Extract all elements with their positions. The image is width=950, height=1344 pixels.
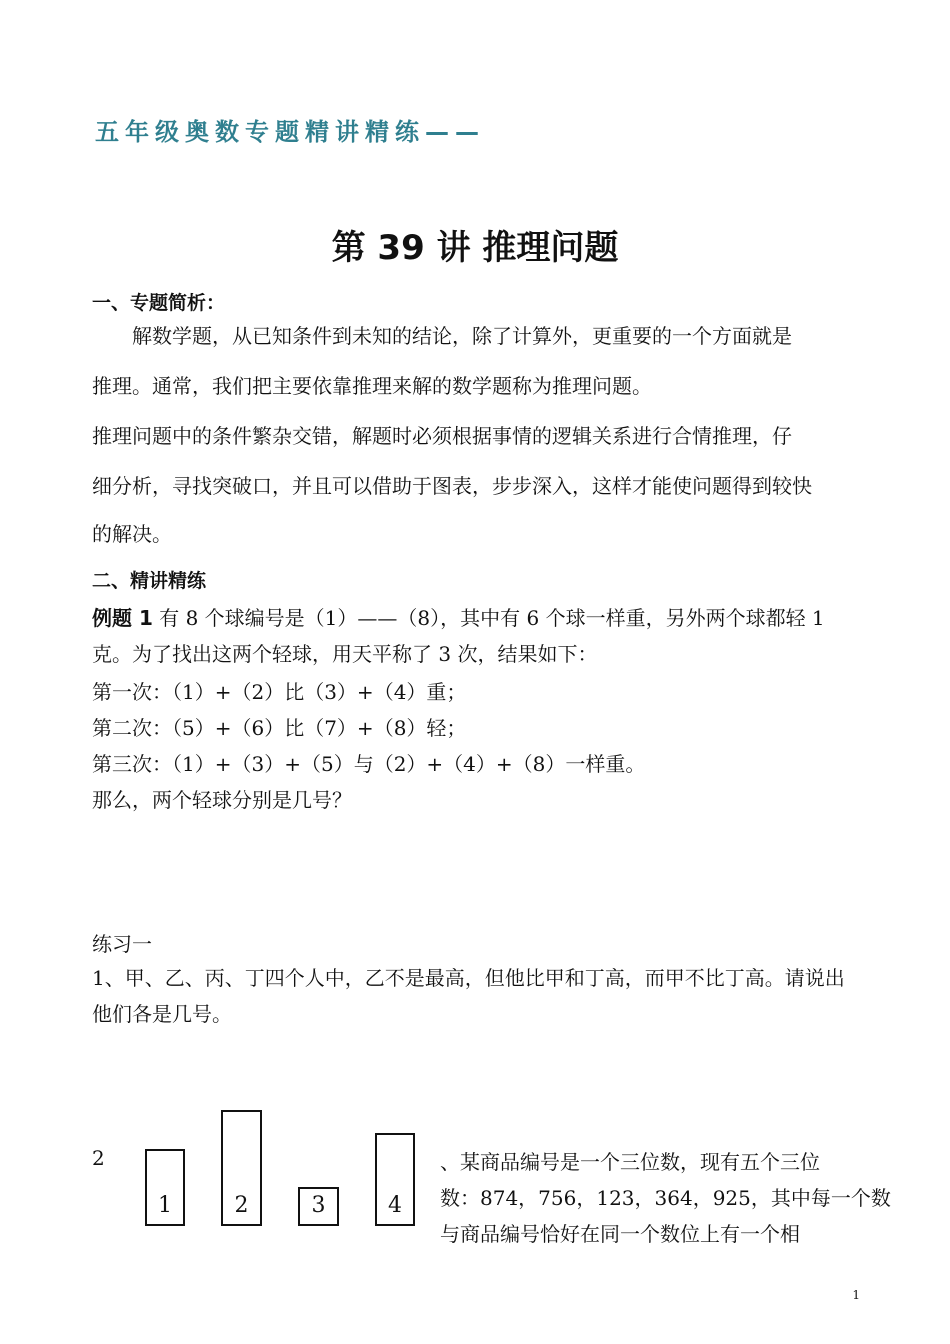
overview-line-4: 细分析，寻找突破口，并且可以借助于图表，步步深入，这样才能使问题得到较快 — [92, 474, 812, 498]
practice-q1-line-1: 1、甲、乙、丙、丁四个人中，乙不是最高，但他比甲和丁高，而甲不比丁高。请说出 — [92, 966, 845, 990]
practice-q2-line-2: 数：874，756，123，364，925，其中每一个数 — [440, 1186, 891, 1210]
height-box-2 — [221, 1110, 262, 1226]
practice-heading: 练习一 — [92, 932, 152, 956]
height-box-1 — [145, 1149, 185, 1226]
weighing-3: 第三次：（1）+（3）+（5）与（2）+（4）+（8）一样重。 — [92, 752, 646, 776]
section-heading-practice: 二、精讲精练 — [92, 570, 207, 592]
overview-line-3: 推理问题中的条件繁杂交错，解题时必须根据事情的逻辑关系进行合情推理，仔 — [92, 424, 792, 448]
example-question: 那么，两个轻球分别是几号？ — [92, 788, 352, 812]
page-number: 1 — [852, 1288, 860, 1302]
practice-q2-number: 2 — [92, 1146, 105, 1170]
section-heading-overview: 一、专题简析： — [92, 292, 226, 314]
height-box-label: 4 — [388, 1193, 402, 1218]
practice-q2-line-3: 与商品编号恰好在同一个数位上有一个相 — [440, 1222, 800, 1246]
height-box-4 — [375, 1133, 415, 1226]
weighing-2: 第二次：（5）+（6）比（7）+（8）轻； — [92, 716, 467, 740]
example-line-2: 克。为了找出这两个轻球，用天平称了 3 次，结果如下： — [92, 642, 598, 666]
example-line-1 — [92, 602, 862, 631]
height-box-label: 3 — [311, 1193, 326, 1218]
practice-q2-line-1: 、某商品编号是一个三位数，现有五个三位 — [440, 1150, 820, 1174]
overview-line-2: 推理。通常，我们把主要依靠推理来解的数学题称为推理问题。 — [92, 374, 652, 398]
example-text-1: 有 8 个球编号是（1）——（8），其中有 6 个球一样重，另外两个球都轻 1 — [152, 606, 825, 630]
practice-q1-line-2: 他们各是几号。 — [92, 1002, 232, 1026]
height-box-3 — [298, 1187, 339, 1226]
example-label: 例题 1 — [92, 606, 153, 630]
lesson-title: 第 39 讲 推理问题 — [331, 228, 619, 268]
overview-line-5: 的解决。 — [92, 522, 172, 546]
height-box-label: 2 — [234, 1193, 249, 1218]
weighing-1: 第一次：（1）+（2）比（3）+（4）重； — [92, 680, 467, 704]
height-box-label: 1 — [158, 1193, 172, 1218]
overview-line-1: 解数学题，从已知条件到未知的结论，除了计算外，更重要的一个方面就是 — [132, 324, 792, 348]
doc-header: 五年级奥数专题精讲精练—— — [95, 118, 485, 146]
